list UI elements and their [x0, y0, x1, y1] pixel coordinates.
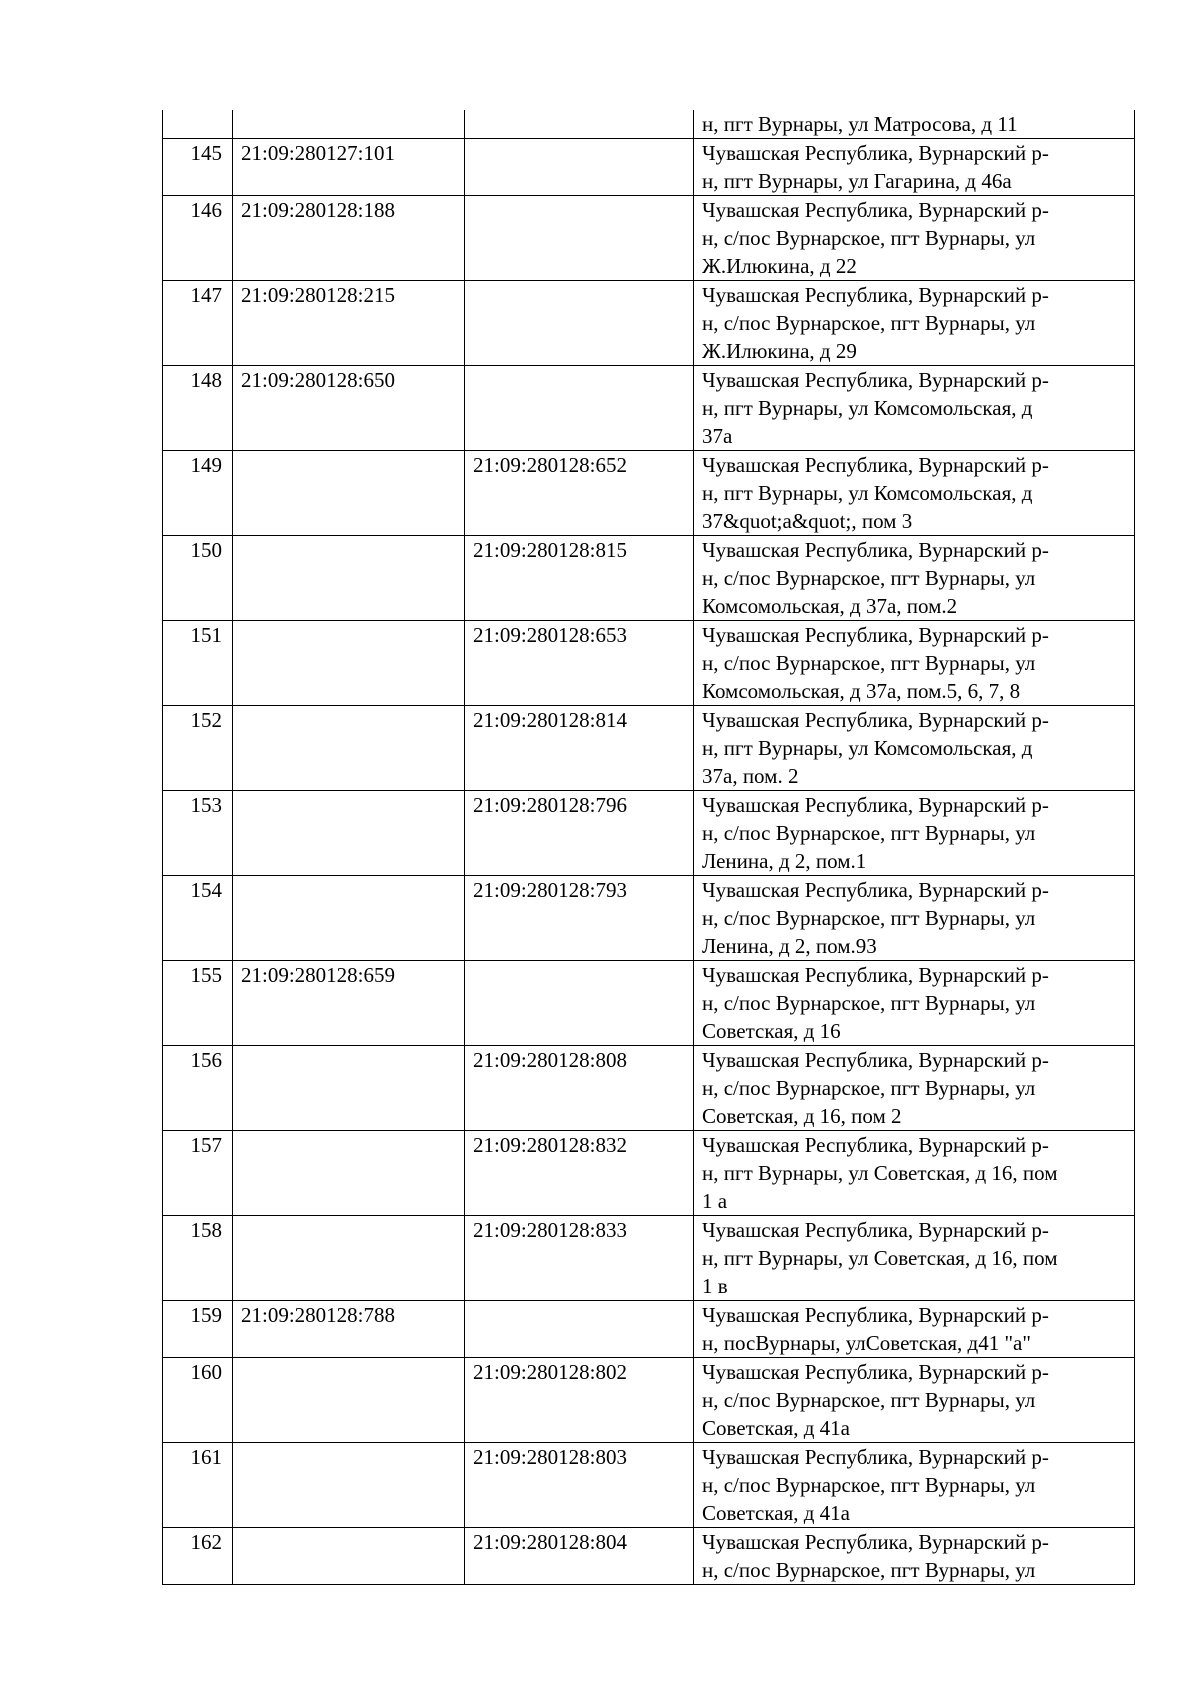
- table-row: [163, 791, 1135, 876]
- cadastral-number-cell: [233, 110, 465, 139]
- row-number-cell: 159: [163, 1301, 233, 1358]
- table-row: [163, 1443, 1135, 1528]
- address-cell: Чувашская Республика, Вурнарский р- н, пгт Вурнары, ул Комсомольская, д 37а, пом. 2: [694, 706, 1135, 791]
- cadastral-number-cell: [233, 621, 465, 706]
- cadastral-number-cell: [233, 451, 465, 536]
- table-row: [163, 451, 1135, 536]
- premises-cadastral-number-cell: [465, 196, 694, 281]
- row-number-cell: 157: [163, 1131, 233, 1216]
- address-cell: Чувашская Республика, Вурнарский р- н, посВурнары, улСоветская, д41 "а": [694, 1301, 1135, 1358]
- address-cell: н, пгт Вурнары, ул Матросова, д 11: [694, 110, 1135, 139]
- row-number-cell: 150: [163, 536, 233, 621]
- cadastral-number-cell: [233, 1443, 465, 1528]
- address-cell: Чувашская Республика, Вурнарский р- н, пгт Вурнары, ул Гагарина, д 46а: [694, 139, 1135, 196]
- premises-cadastral-number-cell: 21:09:280128:803: [465, 1443, 694, 1528]
- premises-cadastral-number-cell: 21:09:280128:808: [465, 1046, 694, 1131]
- cadastral-number-cell: [233, 1528, 465, 1585]
- premises-cadastral-number-cell: 21:09:280128:793: [465, 876, 694, 961]
- premises-cadastral-number-cell: 21:09:280128:832: [465, 1131, 694, 1216]
- table-row: [163, 139, 1135, 196]
- premises-cadastral-number-cell: [465, 366, 694, 451]
- table-row: [163, 1046, 1135, 1131]
- table-row: [163, 1528, 1135, 1585]
- cadastral-number-cell: 21:09:280128:788: [233, 1301, 465, 1358]
- table-body: [163, 110, 1135, 1585]
- address-cell: Чувашская Республика, Вурнарский р- н, пгт Вурнары, ул Комсомольская, д 37а: [694, 366, 1135, 451]
- premises-cadastral-number-cell: 21:09:280128:652: [465, 451, 694, 536]
- address-cell: Чувашская Республика, Вурнарский р- н, с/пос Вурнарское, пгт Вурнары, ул Ленина, д 2, пом.93: [694, 876, 1135, 961]
- row-number-cell: 161: [163, 1443, 233, 1528]
- table-row: [163, 621, 1135, 706]
- premises-cadastral-number-cell: [465, 139, 694, 196]
- table-row: [163, 366, 1135, 451]
- address-cell: Чувашская Республика, Вурнарский р- н, пгт Вурнары, ул Советская, д 16, пом 1 а: [694, 1131, 1135, 1216]
- address-cell: Чувашская Республика, Вурнарский р- н, с/пос Вурнарское, пгт Вурнары, ул Советская, д 16: [694, 961, 1135, 1046]
- premises-cadastral-number-cell: 21:09:280128:833: [465, 1216, 694, 1301]
- table-row: [163, 536, 1135, 621]
- premises-cadastral-number-cell: 21:09:280128:802: [465, 1358, 694, 1443]
- premises-cadastral-number-cell: 21:09:280128:815: [465, 536, 694, 621]
- table-row: [163, 281, 1135, 366]
- address-cell: Чувашская Республика, Вурнарский р- н, с/пос Вурнарское, пгт Вурнары, ул Комсомольская, д 37а, пом.5, 6, 7, 8: [694, 621, 1135, 706]
- cadastral-number-cell: [233, 1046, 465, 1131]
- table-row: [163, 961, 1135, 1046]
- cadastral-number-cell: [233, 1131, 465, 1216]
- row-number-cell: 158: [163, 1216, 233, 1301]
- row-number-cell: 156: [163, 1046, 233, 1131]
- row-number-cell: 152: [163, 706, 233, 791]
- premises-cadastral-number-cell: [465, 1301, 694, 1358]
- row-number-cell: 149: [163, 451, 233, 536]
- address-cell: Чувашская Республика, Вурнарский р- н, с/пос Вурнарское, пгт Вурнары, ул: [694, 1528, 1135, 1585]
- row-number-cell: 153: [163, 791, 233, 876]
- premises-cadastral-number-cell: 21:09:280128:814: [465, 706, 694, 791]
- cadastral-number-cell: [233, 706, 465, 791]
- address-cell: Чувашская Республика, Вурнарский р- н, пгт Вурнары, ул Комсомольская, д 37&quot;а&quot;, пом 3: [694, 451, 1135, 536]
- premises-cadastral-number-cell: 21:09:280128:796: [465, 791, 694, 876]
- row-number-cell: 160: [163, 1358, 233, 1443]
- row-number-cell: 146: [163, 196, 233, 281]
- cadastral-number-cell: [233, 791, 465, 876]
- address-cell: Чувашская Республика, Вурнарский р- н, с/пос Вурнарское, пгт Вурнары, ул Ж.Илюкина, д 22: [694, 196, 1135, 281]
- address-cell: Чувашская Республика, Вурнарский р- н, с/пос Вурнарское, пгт Вурнары, ул Ленина, д 2, пом.1: [694, 791, 1135, 876]
- table-row: [163, 196, 1135, 281]
- row-number-cell: 155: [163, 961, 233, 1046]
- address-cell: Чувашская Республика, Вурнарский р- н, с/пос Вурнарское, пгт Вурнары, ул Советская, д 41а: [694, 1358, 1135, 1443]
- premises-cadastral-number-cell: [465, 961, 694, 1046]
- row-number-cell: 162: [163, 1528, 233, 1585]
- premises-cadastral-number-cell: [465, 281, 694, 366]
- premises-cadastral-number-cell: [465, 110, 694, 139]
- address-cell: Чувашская Республика, Вурнарский р- н, пгт Вурнары, ул Советская, д 16, пом 1 в: [694, 1216, 1135, 1301]
- row-number-cell: 154: [163, 876, 233, 961]
- cadastral-number-cell: [233, 876, 465, 961]
- premises-cadastral-number-cell: 21:09:280128:653: [465, 621, 694, 706]
- cadastral-number-cell: [233, 1358, 465, 1443]
- table-row: [163, 876, 1135, 961]
- premises-cadastral-number-cell: 21:09:280128:804: [465, 1528, 694, 1585]
- address-cell: Чувашская Республика, Вурнарский р- н, с/пос Вурнарское, пгт Вурнары, ул Ж.Илюкина, д 29: [694, 281, 1135, 366]
- table-row: [163, 1301, 1135, 1358]
- table-row: [163, 110, 1135, 139]
- table-row: [163, 1216, 1135, 1301]
- row-number-cell: 147: [163, 281, 233, 366]
- cadastral-number-cell: 21:09:280128:659: [233, 961, 465, 1046]
- table-row: [163, 1358, 1135, 1443]
- cadastral-number-cell: [233, 536, 465, 621]
- row-number-cell: 145: [163, 139, 233, 196]
- cadastral-number-cell: 21:09:280128:650: [233, 366, 465, 451]
- table-row: [163, 1131, 1135, 1216]
- cadastral-number-cell: [233, 1216, 465, 1301]
- row-number-cell: 151: [163, 621, 233, 706]
- cadastral-number-cell: 21:09:280127:101: [233, 139, 465, 196]
- row-number-cell: [163, 110, 233, 139]
- cadastral-number-cell: 21:09:280128:188: [233, 196, 465, 281]
- property-table: [162, 110, 1135, 1585]
- address-cell: Чувашская Республика, Вурнарский р- н, с/пос Вурнарское, пгт Вурнары, ул Советская, д 16, пом 2: [694, 1046, 1135, 1131]
- cadastral-number-cell: 21:09:280128:215: [233, 281, 465, 366]
- address-cell: Чувашская Республика, Вурнарский р- н, с/пос Вурнарское, пгт Вурнары, ул Советская, д 41а: [694, 1443, 1135, 1528]
- table-row: [163, 706, 1135, 791]
- address-cell: Чувашская Республика, Вурнарский р- н, с/пос Вурнарское, пгт Вурнары, ул Комсомольская, д 37а, пом.2: [694, 536, 1135, 621]
- row-number-cell: 148: [163, 366, 233, 451]
